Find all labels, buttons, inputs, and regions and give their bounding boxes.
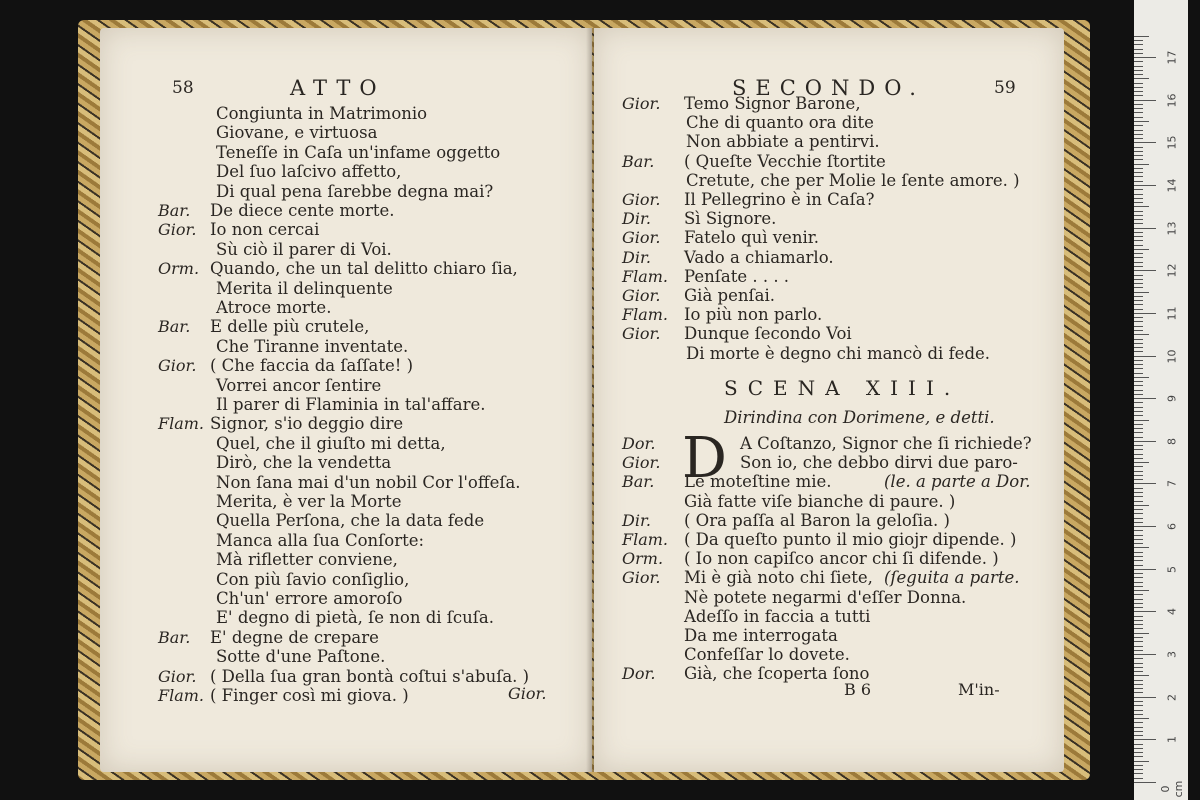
ruler-tick [1134, 748, 1143, 749]
speaker-label: Gior. [622, 453, 661, 473]
ruler-tick [1134, 607, 1143, 608]
right-catchword: M'in- [958, 680, 1000, 699]
verse-line: Son io, che debbo dirvi due paro- [740, 453, 1018, 473]
verse-line: Di morte è degno chi mancò di fede. [686, 343, 991, 363]
ruler-tick [1134, 194, 1143, 195]
ruler-tick [1134, 121, 1149, 122]
verse-line: Già, che ſcoperta ſono [684, 664, 870, 684]
verse-line: Le moteſtine mie. [684, 472, 832, 492]
ruler-tick [1134, 189, 1143, 190]
ruler-tick [1134, 317, 1143, 318]
ruler-label: 17 [1165, 50, 1179, 65]
ruler-tick [1134, 518, 1143, 519]
verse-line: E' degne de crepare [210, 627, 379, 647]
verse-line: Che Tiranne inventate. [216, 336, 409, 356]
verse-line: Con più ſavio conſiglio, [216, 569, 410, 589]
ruler-tick [1134, 731, 1143, 732]
ruler-tick [1134, 326, 1143, 327]
ruler-tick [1134, 347, 1143, 348]
ruler-tick [1134, 654, 1156, 655]
ruler-tick [1134, 292, 1149, 293]
ruler-tick [1134, 594, 1143, 595]
drop-cap: D [682, 426, 727, 491]
ruler-tick [1134, 773, 1143, 774]
verse-line: Vorrei ancor ſentire [216, 375, 382, 395]
speaker-label: Dir. [622, 510, 651, 530]
verse-line: Sotte d'une Paſtone. [216, 647, 386, 667]
ruler-tick [1134, 215, 1143, 216]
ruler-tick [1134, 539, 1143, 540]
verse-line: Di qual pena ſarebbe degna mai? [216, 181, 494, 201]
ruler-tick [1134, 778, 1143, 779]
speaker-label: Flam. [622, 266, 669, 286]
ruler-tick [1134, 91, 1143, 92]
right-page [594, 28, 1064, 772]
ruler-tick [1134, 185, 1156, 186]
ruler-tick [1134, 70, 1143, 71]
verse-line: Del ſuo laſcivo affetto, [216, 162, 402, 182]
verse-line: Non abbiate a pentirvi. [686, 132, 880, 152]
ruler-tick [1134, 565, 1143, 566]
ruler-tick [1134, 57, 1156, 58]
ruler-tick [1134, 769, 1143, 770]
ruler-tick [1134, 556, 1143, 557]
ruler-tick [1134, 66, 1143, 67]
ruler-tick [1134, 262, 1143, 263]
ruler-tick [1134, 705, 1143, 706]
ruler-tick [1134, 586, 1143, 587]
ruler-tick [1134, 441, 1156, 442]
ruler-tick [1134, 582, 1143, 583]
verse-line: Sì Signore. [684, 209, 777, 229]
ruler-tick [1134, 449, 1143, 450]
ruler-tick [1134, 658, 1143, 659]
ruler-tick [1134, 479, 1143, 480]
speaker-label: Flam. [158, 414, 205, 434]
speaker-label: Bar. [622, 151, 655, 171]
ruler-tick [1134, 304, 1143, 305]
ruler-tick [1134, 530, 1143, 531]
ruler-tick [1134, 309, 1143, 310]
ruler-tick [1134, 611, 1156, 612]
ruler-tick [1134, 159, 1143, 160]
speaker-label: Gior. [158, 220, 197, 240]
verse-line: Sù ciò il parer di Voi. [216, 239, 392, 259]
speaker-label: Gior. [158, 356, 197, 376]
verse-line: Vado a chiamarlo. [684, 247, 834, 267]
ruler-tick [1134, 684, 1143, 685]
verse-line: Non ſana mai d'un nobil Cor l'offeſa. [216, 472, 521, 492]
ruler-tick [1134, 53, 1143, 54]
left-page-number: 58 [172, 78, 194, 98]
ruler-label: 13 [1165, 221, 1179, 236]
ruler-tick [1134, 390, 1143, 391]
right-running-head: SECONDO. [732, 76, 925, 100]
speaker-label: Orm. [622, 549, 664, 569]
speaker-label: Bar. [158, 201, 191, 220]
verse-line: Io più non parlo. [684, 305, 823, 325]
ruler-tick [1134, 176, 1143, 177]
ruler-tick [1134, 752, 1143, 753]
ruler-tick [1134, 211, 1143, 212]
verse-line: Fatelo quì venir. [684, 228, 820, 248]
ruler-tick [1134, 573, 1143, 574]
ruler-tick [1134, 483, 1156, 484]
right-page-number: 59 [994, 78, 1016, 98]
ruler-tick [1134, 620, 1143, 621]
ruler-tick [1134, 624, 1143, 625]
ruler-tick [1134, 744, 1143, 745]
ruler-tick [1134, 202, 1143, 203]
speaker-label: Gior. [622, 568, 661, 588]
speaker-label: Dir. [622, 247, 651, 267]
ruler-tick [1134, 266, 1143, 267]
ruler-tick [1134, 616, 1143, 617]
speaker-label: Flam. [158, 686, 205, 705]
ruler-tick [1134, 782, 1156, 783]
ruler-tick [1134, 688, 1143, 689]
ruler-tick [1134, 603, 1143, 604]
ruler-tick [1134, 40, 1143, 41]
ruler-tick [1134, 100, 1156, 101]
ruler-tick [1134, 420, 1149, 421]
ruler-tick [1134, 761, 1149, 762]
ruler-label: 4 [1165, 608, 1179, 616]
verse-line: Teneſſe in Caſa un'infame oggetto [216, 142, 501, 162]
speaker-label: Orm. [158, 259, 200, 279]
speaker-label: Dor. [622, 664, 656, 684]
ruler-tick [1134, 437, 1143, 438]
ruler-label: 14 [1165, 178, 1179, 193]
ruler-label: 0 cm [1159, 780, 1185, 798]
verse-line: Il parer di Flaminia in tal'affare. [216, 395, 486, 414]
ruler-tick [1134, 697, 1156, 698]
ruler-tick [1134, 125, 1143, 126]
speaker-label: Gior. [622, 190, 661, 209]
ruler-tick [1134, 360, 1143, 361]
ruler-label: 6 [1165, 523, 1179, 531]
ruler-tick [1134, 735, 1143, 736]
verse-line: De diece cente morte. [210, 201, 395, 220]
ruler-tick [1134, 454, 1143, 455]
left-running-head: ATTO [290, 76, 386, 100]
ruler-tick [1134, 108, 1143, 109]
ruler-tick [1134, 458, 1143, 459]
ruler-tick [1134, 117, 1143, 118]
verse-line: E delle più crutele, [210, 317, 370, 337]
ruler-tick [1134, 692, 1143, 693]
ruler-tick [1134, 270, 1156, 271]
ruler-tick [1134, 351, 1143, 352]
ruler-tick [1134, 36, 1149, 37]
ruler-tick [1134, 181, 1143, 182]
ruler-tick [1134, 83, 1143, 84]
verse-line: ( Io non capiſco ancor chi ſi difende. ) [684, 549, 999, 569]
ruler-tick [1134, 535, 1143, 536]
ruler-tick [1134, 599, 1143, 600]
ruler-label: 7 [1165, 480, 1179, 488]
ruler-tick [1134, 232, 1143, 233]
ruler-tick [1134, 330, 1143, 331]
ruler-tick [1134, 424, 1143, 425]
ruler-tick [1134, 663, 1143, 664]
ruler-tick [1134, 385, 1143, 386]
ruler-tick [1134, 198, 1143, 199]
ruler-label: 8 [1165, 437, 1179, 445]
ruler-tick [1134, 680, 1143, 681]
ruler-tick [1134, 667, 1143, 668]
left-page [100, 28, 592, 772]
ruler-tick [1134, 240, 1143, 241]
ruler-tick [1134, 432, 1143, 433]
ruler-tick [1134, 130, 1143, 131]
ruler-label: 12 [1165, 263, 1179, 278]
ruler-tick [1134, 296, 1143, 297]
ruler-tick [1134, 407, 1143, 408]
speaker-label: Dir. [622, 209, 651, 229]
ruler-tick [1134, 543, 1143, 544]
verse-line: ( Finger così mi giova. ) [210, 686, 409, 705]
verse-line: A Coſtanzo, Signor che ſi richiede? [740, 434, 1032, 453]
ruler-tick [1134, 228, 1156, 229]
verse-line: Dunque ſecondo Voi [684, 324, 852, 344]
verse-line: Merita il delinquente [216, 278, 393, 298]
ruler-tick [1134, 49, 1143, 50]
ruler-tick [1134, 428, 1143, 429]
ruler-tick [1134, 756, 1143, 757]
ruler-tick [1134, 641, 1143, 642]
verse-line: Dirò, che la vendetta [216, 453, 392, 473]
ruler-tick [1134, 509, 1143, 510]
stage-direction: (ſeguita a parte. [884, 568, 1020, 588]
ruler-tick [1134, 44, 1143, 45]
ruler-tick [1134, 61, 1143, 62]
ruler-tick [1134, 321, 1143, 322]
ruler-tick [1134, 151, 1143, 152]
ruler-tick [1134, 471, 1143, 472]
speaker-label: Bar. [158, 627, 191, 647]
speaker-label: Gior. [158, 666, 197, 686]
ruler-tick [1134, 415, 1143, 416]
ruler-tick [1134, 637, 1143, 638]
ruler-tick [1134, 590, 1149, 591]
ruler-tick [1134, 466, 1143, 467]
ruler-tick [1134, 168, 1143, 169]
ruler-tick [1134, 339, 1143, 340]
ruler-tick [1134, 526, 1156, 527]
ruler-label: 10 [1165, 349, 1179, 364]
verse-line: Confeſſar lo dovete. [684, 645, 850, 665]
ruler-tick [1134, 633, 1149, 634]
ruler-tick [1134, 112, 1143, 113]
verse-line: Da me interrogata [684, 626, 838, 645]
ruler-tick [1134, 373, 1143, 374]
verse-line: Giovane, e virtuosa [216, 123, 378, 143]
ruler-tick [1134, 364, 1143, 365]
ruler-tick [1134, 701, 1143, 702]
verse-line: Quando, che un tal delitto chiaro ſia, [210, 259, 518, 279]
ruler-label: 9 [1165, 395, 1179, 403]
ruler-tick [1134, 257, 1143, 258]
ruler-tick [1134, 552, 1143, 553]
ruler-tick [1134, 650, 1143, 651]
ruler-tick [1134, 718, 1149, 719]
left-catchword: Gior. [508, 684, 547, 703]
ruler-tick [1134, 722, 1143, 723]
ruler-tick [1134, 475, 1143, 476]
ruler-tick [1134, 313, 1156, 314]
ruler-tick [1134, 74, 1143, 75]
verse-line: Già penſai. [684, 286, 775, 305]
ruler-tick [1134, 710, 1143, 711]
ruler-tick [1134, 577, 1143, 578]
ruler-tick [1134, 147, 1143, 148]
speaker-label: Bar. [622, 472, 655, 492]
verse-line: Atroce morte. [216, 298, 332, 317]
ruler-tick [1134, 714, 1143, 715]
ruler-tick [1134, 505, 1149, 506]
ruler-tick [1134, 398, 1156, 399]
ruler-tick [1134, 300, 1143, 301]
verse-line: ( Della ſua gran bontà coſtui s'abuſa. ) [210, 666, 530, 686]
verse-line: Signor, s'io deggio dire [210, 414, 404, 434]
ruler-tick [1134, 172, 1143, 173]
scene-subtitle: Dirindina con Dorimene, e detti. [724, 408, 995, 427]
verse-line: Mà rifletter conviene, [216, 550, 398, 570]
ruler-tick [1134, 164, 1149, 165]
ruler-tick [1134, 87, 1143, 88]
ruler-tick [1134, 377, 1149, 378]
ruler-tick [1134, 671, 1143, 672]
verse-line: Quel, che il giuſto mi detta, [216, 433, 446, 453]
ruler-tick [1134, 78, 1149, 79]
verse-line: Penſate . . . . [684, 266, 790, 286]
ruler-tick [1134, 513, 1143, 514]
ruler-tick [1134, 462, 1149, 463]
speaker-label: Flam. [622, 530, 669, 549]
ruler-tick [1134, 279, 1143, 280]
ruler-label: 15 [1165, 135, 1179, 150]
ruler-tick [1134, 522, 1143, 523]
ruler-tick [1134, 95, 1143, 96]
ruler-label: 2 [1165, 693, 1179, 701]
ruler-tick [1134, 104, 1143, 105]
verse-line: Io non cercai [210, 220, 320, 240]
ruler-tick [1134, 501, 1143, 502]
ruler-tick [1134, 739, 1156, 740]
verse-line: Manca alla ſua Conſorte: [216, 530, 425, 550]
speaker-label: Dor. [622, 434, 656, 453]
ruler-tick [1134, 142, 1156, 143]
ruler-tick [1134, 245, 1143, 246]
scene-title: SCENA XIII. [724, 376, 961, 400]
ruler-label: 1 [1165, 736, 1179, 744]
ruler-label: 16 [1165, 93, 1179, 108]
speaker-label: Gior. [622, 228, 661, 248]
ruler-tick [1134, 223, 1143, 224]
verse-line: ( Che faccia da ſaſſate! ) [210, 356, 414, 376]
speaker-label: Gior. [622, 286, 661, 305]
ruler-tick [1134, 381, 1143, 382]
ruler-tick [1134, 628, 1143, 629]
verse-line: Quella Perſona, che la data fede [216, 511, 485, 531]
ruler-tick [1134, 394, 1143, 395]
ruler-tick [1134, 206, 1149, 207]
verse-line: E' degno di pietà, ſe non di ſcuſa. [216, 608, 494, 628]
ruler-label: 11 [1165, 306, 1179, 321]
verse-line: Adeſſo in faccia a tutti [684, 606, 871, 626]
speaker-label: Gior. [622, 94, 661, 113]
ruler-tick [1134, 236, 1143, 237]
ruler-tick [1134, 287, 1143, 288]
verse-line: Che di quanto ora dite [686, 113, 874, 133]
ruler-tick [1134, 560, 1143, 561]
ruler-label: 3 [1165, 651, 1179, 659]
stage-direction: (le. a parte a Dor. [884, 472, 1031, 492]
signature-mark: B 6 [844, 680, 872, 699]
ruler-tick [1134, 368, 1143, 369]
ruler-tick [1134, 765, 1143, 766]
ruler-tick [1134, 492, 1143, 493]
ruler-tick [1134, 343, 1143, 344]
ruler-tick [1134, 356, 1156, 357]
book [78, 20, 1090, 780]
verse-line: ( Ora paſſa al Baron la geloſia. ) [684, 510, 950, 530]
ruler-tick [1134, 155, 1143, 156]
ruler-tick [1134, 334, 1149, 335]
ruler-tick [1134, 402, 1143, 403]
ruler-tick [1134, 646, 1143, 647]
verse-line: Merita, è ver la Morte [216, 492, 402, 511]
ruler-tick [1134, 727, 1143, 728]
ruler-tick [1134, 488, 1143, 489]
ruler-tick [1134, 134, 1143, 135]
verse-line: ( Da queſto punto il mio giojr dipende. ) [684, 530, 1017, 549]
measuring-ruler [1134, 0, 1188, 800]
speaker-label: Flam. [622, 305, 669, 325]
speaker-label: Gior. [622, 324, 661, 344]
verse-line: Ch'un' errore amoroſo [216, 589, 403, 608]
ruler-tick [1134, 411, 1143, 412]
verse-line: ( Queſte Vecchie ſtortite [684, 151, 886, 171]
ruler-tick [1134, 496, 1143, 497]
verse-line: Il Pellegrino è in Caſa? [684, 190, 875, 209]
ruler-tick [1134, 249, 1149, 250]
verse-line: Nè potete negarmi d'eſſer Donna. [684, 587, 967, 607]
ruler-tick [1134, 547, 1149, 548]
ruler-tick [1134, 219, 1143, 220]
speaker-label: Bar. [158, 317, 191, 337]
ruler-tick [1134, 283, 1143, 284]
verse-line: Cretute, che per Molie le ſente amore. ) [686, 170, 1020, 190]
verse-line: Congiunta in Matrimonio [216, 104, 428, 123]
verse-line: Mi è già noto chi ſiete, [684, 568, 873, 588]
ruler-tick [1134, 253, 1143, 254]
ruler-tick [1134, 445, 1143, 446]
ruler-tick [1134, 675, 1149, 676]
ruler-tick [1134, 275, 1143, 276]
ruler-label: 5 [1165, 565, 1179, 573]
verse-line: Già fatte viſe bianche di paure. ) [684, 491, 956, 511]
ruler-tick [1134, 138, 1143, 139]
ruler-tick [1134, 569, 1156, 570]
verse-line: Temo Signor Barone, [684, 94, 861, 113]
